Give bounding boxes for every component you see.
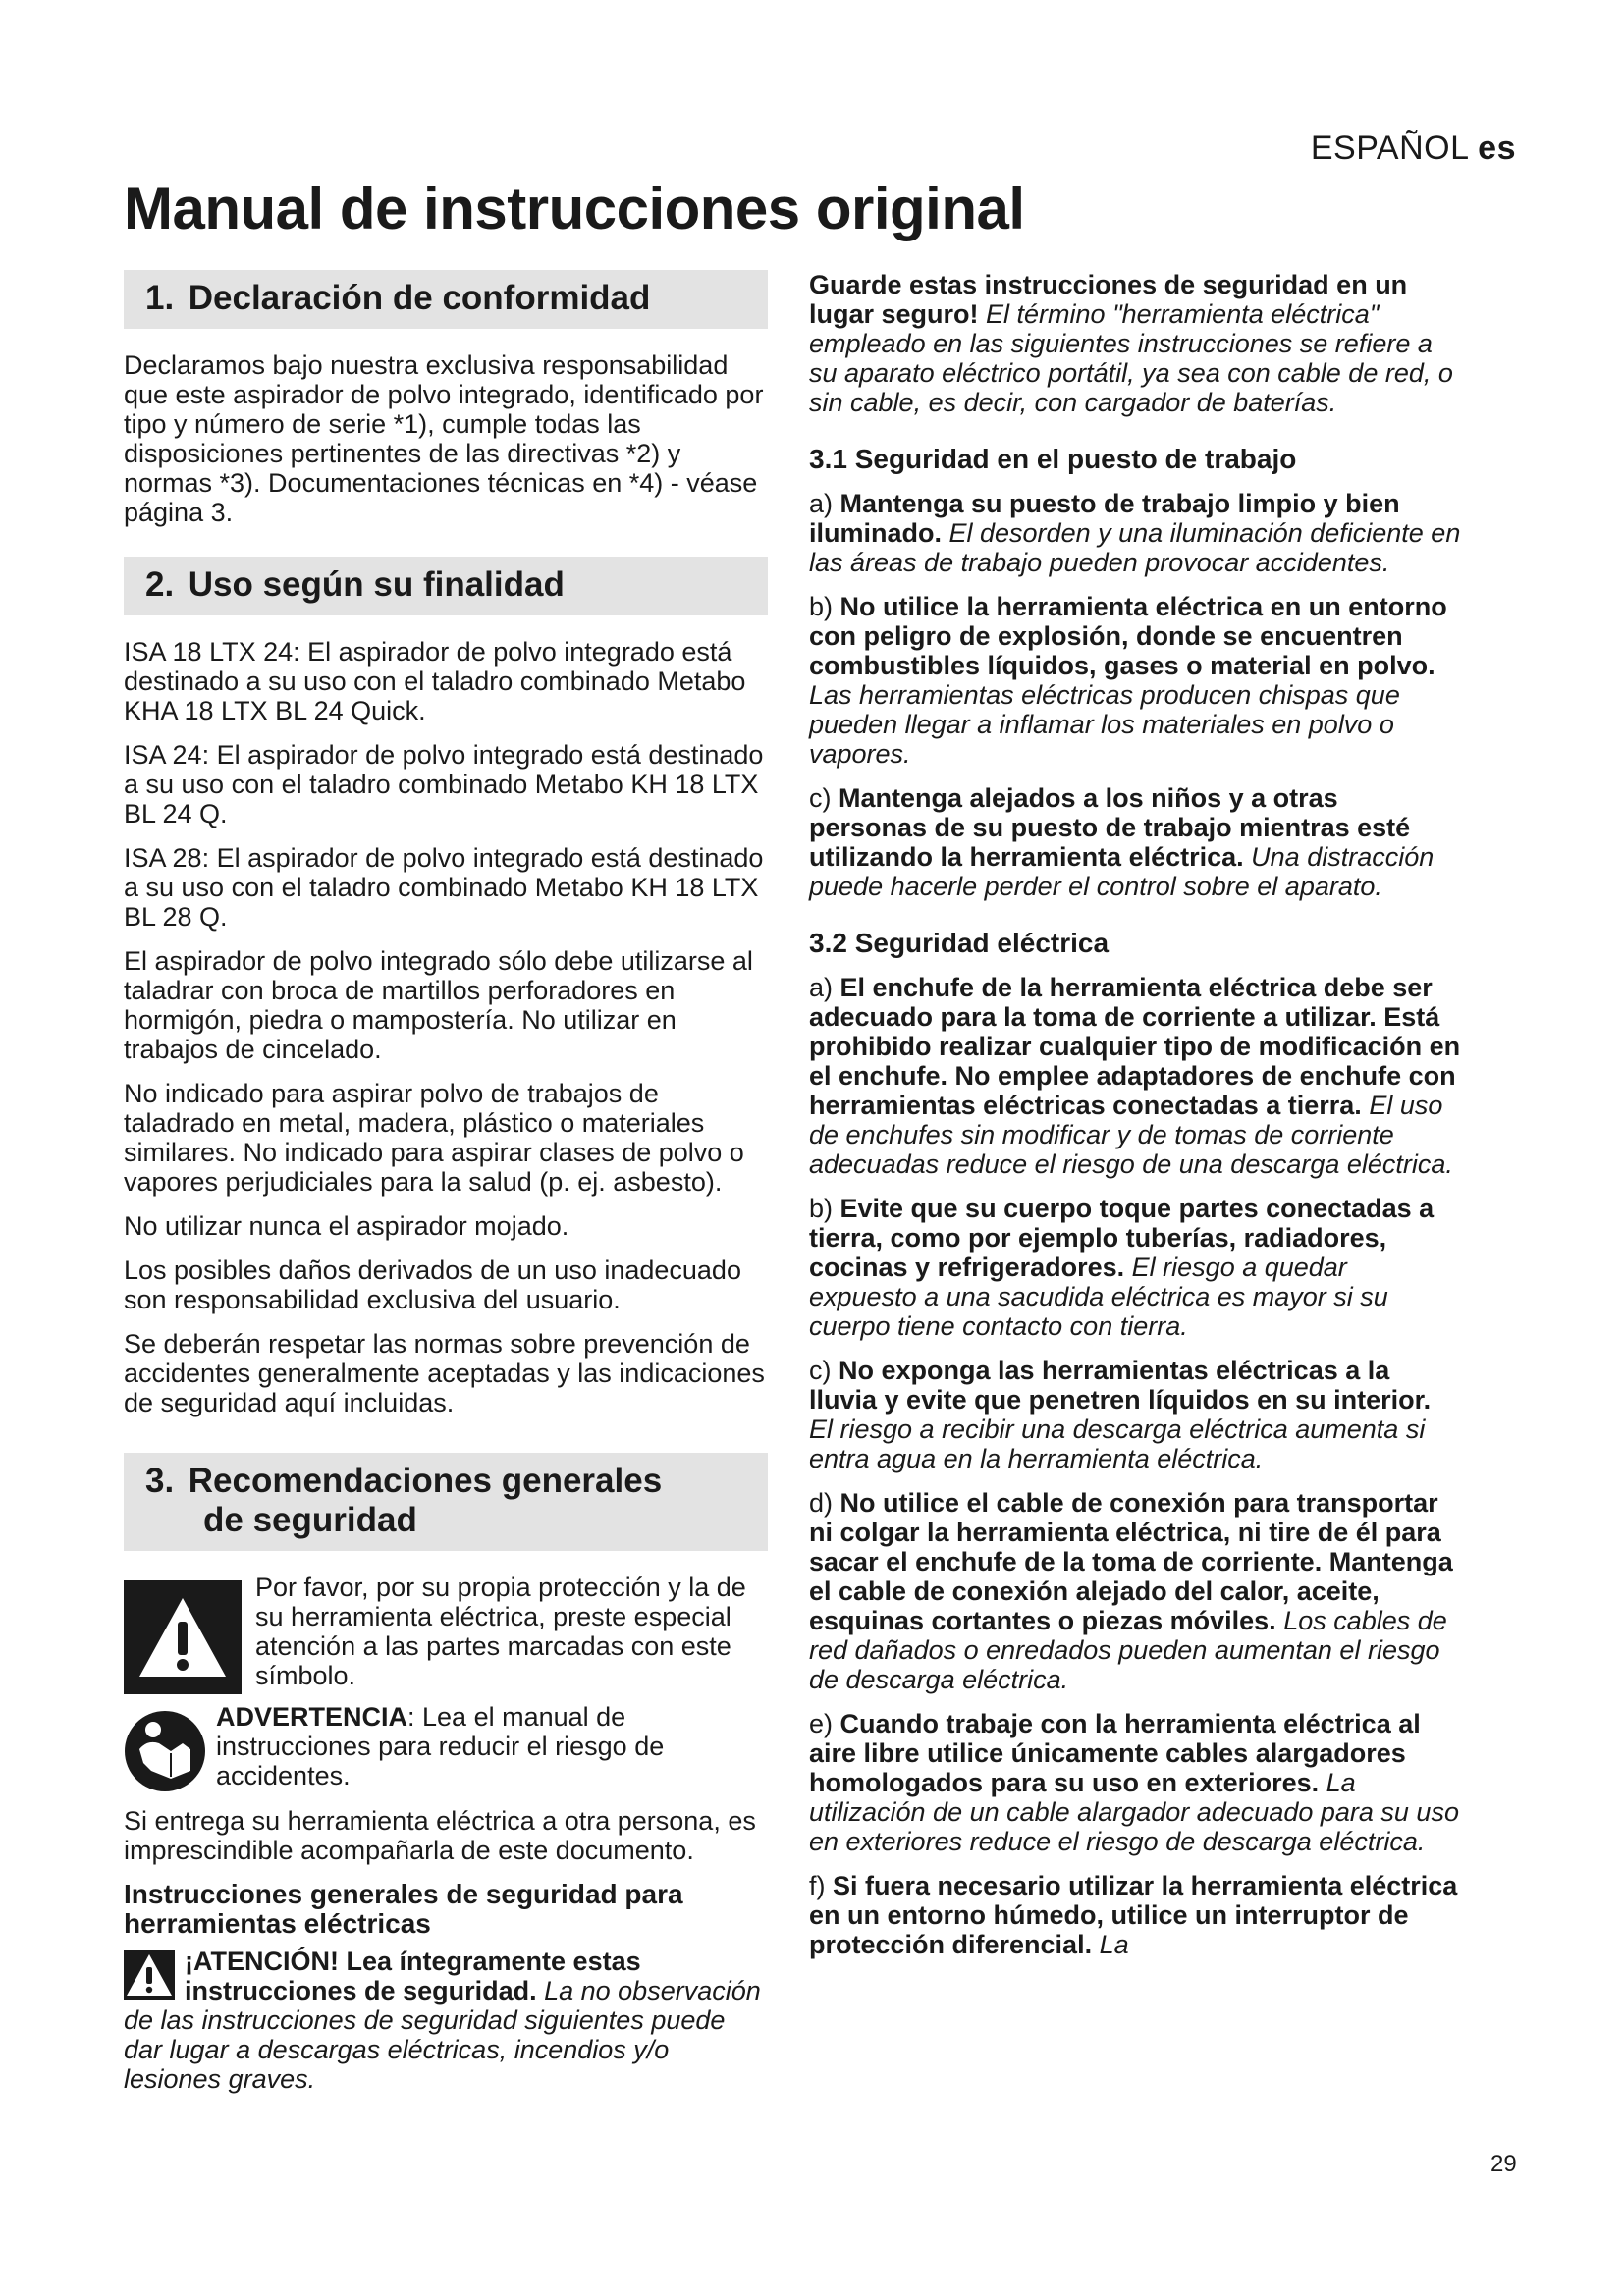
section-1-heading: 1. Declaración de conformidad	[124, 270, 768, 329]
warning-symbol-note	[124, 1573, 768, 1694]
warning-symbol-text: Por favor, por su propia protección y la de su herramienta eléctrica, preste especial atención a las partes marcadas con este símbolo.	[255, 1573, 746, 1690]
advertencia-note	[124, 1702, 768, 1792]
s31-item-a: a) Mantenga su puesto de trabajo limpio y bien iluminado. El desorden y una iluminación deficiente en las áreas de trabajo pueden provocar accidentes.	[809, 489, 1461, 577]
sec3-give-paragraph: Si entrega su herramienta eléctrica a otra persona, es imprescindible acompañarla de este documento.	[124, 1806, 756, 1865]
advertencia-label: ADVERTENCIA	[216, 1702, 408, 1732]
sec2-paragraph-4: El aspirador de polvo integrado sólo debe utilizarse al taladrar con broca de martillos perforadores en hormigón, piedra o mampostería. No utilizar en trabajos de cincelado.	[124, 946, 753, 1064]
s32-item-f: f) Si fuera necesario utilizar la herramienta eléctrica en un entorno húmedo, utilice un interruptor de protección diferencial. La	[809, 1871, 1458, 1959]
sec2-paragraph-3: ISA 28: El aspirador de polvo integrado está destinado a su uso con el taladro combinado Metabo KH 18 LTX BL 28 Q.	[124, 843, 764, 932]
atencion-note	[124, 1947, 768, 2094]
section-2-heading: 2. Uso según su finalidad	[124, 557, 768, 615]
sec2-paragraph-7: Los posibles daños derivados de un uso inadecuado son responsabilidad exclusiva del usuario.	[124, 1255, 741, 1314]
page-number: 29	[1490, 2151, 1517, 2177]
advertencia-text: : Lea el manual de instrucciones para reducir el riesgo de accidentes.	[216, 1702, 665, 1790]
s32-item-a: a) El enchufe de la herramienta eléctrica debe ser adecuado para la toma de corriente a utilizar. Está prohibido realizar cualquier tipo de modificación en el enchufe. No emplee adaptadores de enchufe con herramientas eléctricas conectadas a tierra. El uso de enchufes sin modificar y de tomas de corriente adecuadas reduce el riesgo de una descarga eléctrica.	[809, 973, 1461, 1179]
small-warning-icon	[124, 1950, 175, 2000]
left-column	[124, 270, 768, 2094]
general-instructions-heading: Instrucciones generales de seguridad para herramientas eléctricas	[124, 1879, 683, 1939]
s31-item-b: b) No utilice la herramienta eléctrica en un entorno con peligro de explosión, donde se encuentren combustibles líquidos, gases o material en polvo. Las herramientas eléctricas producen chispas que pueden llegar a inflamar los materiales en polvo o vapores.	[809, 592, 1447, 769]
section-3-1-heading: 3.1 Seguridad en el puesto de trabajo	[809, 444, 1297, 474]
s32-item-b: b) Evite que su cuerpo toque partes conectadas a tierra, como por ejemplo tuberías, radiadores, cocinas y refrigeradores. El riesgo a quedar expuesto a una sacudida eléctrica es mayor si su cuerpo tiene contacto con tierra.	[809, 1194, 1435, 1341]
sec2-paragraph-6: No utilizar nunca el aspirador mojado.	[124, 1211, 569, 1241]
s31-item-c: c) Mantenga alejados a los niños y a otras personas de su puesto de trabajo mientras esté utilizando la herramienta eléctrica. Una distracción puede hacerle perder el control sobre el aparato.	[809, 783, 1435, 901]
right-column	[809, 270, 1461, 1974]
language-code: es	[1478, 130, 1516, 167]
atencion-italic: La no observación de las instrucciones de seguridad siguientes puede dar lugar a descargas eléctricas, incendios y/o lesiones graves.	[124, 1976, 761, 2094]
warning-triangle-icon	[124, 1580, 242, 1694]
keep-instructions-paragraph: Guarde estas instrucciones de seguridad en un lugar seguro! El término "herramienta eléctrica" empleado en las siguientes instrucciones se refiere a su aparato eléctrico portátil, ya sea con cable de red, o sin cable, es decir, con cargador de baterías.	[809, 270, 1453, 417]
sec2-paragraph-1: ISA 18 LTX 24: El aspirador de polvo integrado está destinado a su uso con el taladro combinado Metabo KHA 18 LTX BL 24 Quick.	[124, 637, 746, 725]
sec2-paragraph-8: Se deberán respetar las normas sobre prevención de accidentes generalmente aceptadas y las indicaciones de seguridad aquí incluidas.	[124, 1329, 765, 1417]
sec2-paragraph-2: ISA 24: El aspirador de polvo integrado está destinado a su uso con el taladro combinado Metabo KH 18 LTX BL 24 Q.	[124, 740, 764, 828]
atencion-bold: ¡ATENCIÓN! Lea íntegramente estas instrucciones de seguridad.	[185, 1947, 641, 2005]
s32-item-d: d) No utilice el cable de conexión para transportar ni colgar la herramienta eléctrica, ni tire de él para sacar el enchufe de la toma de corriente. Mantenga el cable de conexión alejado del calor, aceite, esquinas cortantes o piezas móviles. Los cables de red dañados o enredados pueden aumentan el riesgo de descarga eléctrica.	[809, 1488, 1453, 1694]
sec1-paragraph: Declaramos bajo nuestra exclusiva responsabilidad que este aspirador de polvo integrado, identificado por tipo y número de serie *1), cumple todas las disposiciones pertinentes de las directivas *2) y normas *3). Documentaciones técnicas en *4) - véase página 3.	[124, 350, 764, 527]
section-3-2-heading: 3.2 Seguridad eléctrica	[809, 928, 1110, 958]
language-label: ESPAÑOL es	[1310, 130, 1516, 167]
read-manual-icon	[124, 1710, 206, 1792]
s32-item-e: e) Cuando trabaje con la herramienta eléctrica al aire libre utilice únicamente cables alargadores homologados para su uso en exteriores. La utilización de un cable alargador adecuado para su uso en exteriores reduce el riesgo de descarga eléctrica.	[809, 1709, 1459, 1856]
sec2-paragraph-5: No indicado para aspirar polvo de trabajos de taladrado en metal, madera, plástico o materiales similares. No indicado para aspirar clases de polvo o vapores perjudiciales para la salud (p. ej. asbesto).	[124, 1079, 744, 1197]
s32-item-c: c) No exponga las herramientas eléctricas a la lluvia y evite que penetren líquidos en su interior. El riesgo a recibir una descarga eléctrica aumenta si entra agua en la herramienta eléctrica.	[809, 1356, 1432, 1473]
page-title: Manual de instrucciones original	[124, 176, 1025, 241]
section-3-heading: 3. Recomendaciones generales de seguridad	[124, 1453, 768, 1551]
